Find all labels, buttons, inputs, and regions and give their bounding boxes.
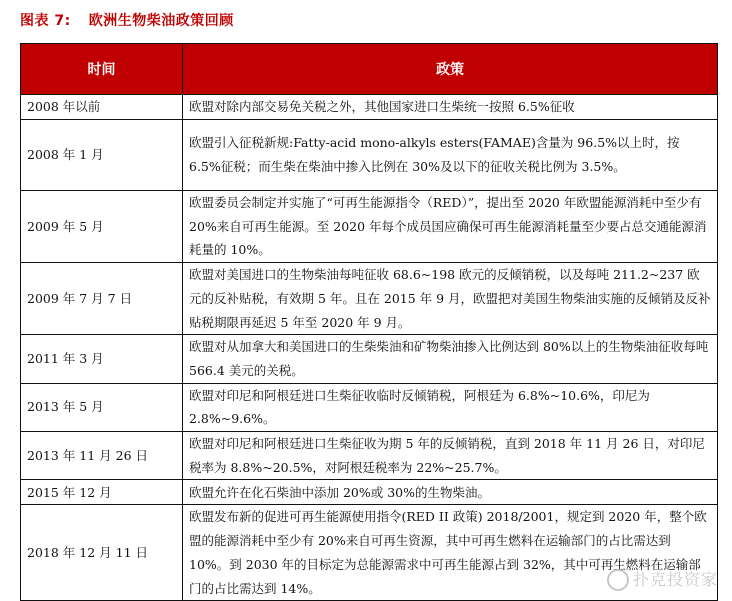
figure-number: 图表 7: — [20, 13, 71, 29]
date-cell: 2013 年 11 月 26 日 — [21, 432, 183, 480]
date-cell: 2015 年 12 月 — [21, 480, 183, 505]
date-cell: 2009 年 7 月 7 日 — [21, 263, 183, 335]
watermark-text: 扑克投资家 — [632, 569, 718, 589]
table-row — [21, 95, 718, 120]
table-row — [21, 432, 718, 480]
policy-cell: 欧盟对除内部交易免关税之外，其他国家进口生柴统一按照 6.5%征收 — [183, 95, 718, 120]
header-policy: 政策 — [183, 44, 718, 95]
header-time: 时间 — [21, 44, 183, 95]
policy-cell: 欧盟对从加拿大和美国进口的生柴柴油和矿物柴油掺入比例达到 80%以上的生物柴油征收每吨 566.4 美元的关税。 — [183, 335, 718, 383]
weibo-icon — [607, 569, 629, 591]
policy-table — [20, 43, 718, 601]
policy-cell: 欧盟允许在化石柴油中添加 20%或 30%的生物柴油。 — [183, 480, 718, 505]
table-row — [21, 480, 718, 505]
figure-title — [20, 10, 234, 30]
figure-caption: 欧洲生物柴油政策回顾 — [88, 13, 234, 29]
policy-cell: 欧盟对印尼和阿根廷进口生柴征收临时反倾销税，阿根廷为 6.8%~10.6%，印尼为 2.8%~9.6%。 — [183, 383, 718, 431]
date-cell: 2009 年 5 月 — [21, 191, 183, 263]
table-row — [21, 335, 718, 383]
date-cell: 2011 年 3 月 — [21, 335, 183, 383]
date-cell: 2008 年以前 — [21, 95, 183, 120]
watermark — [607, 567, 718, 592]
date-cell: 2018 年 12 月 11 日 — [21, 505, 183, 601]
table-row — [21, 120, 718, 191]
table-row — [21, 191, 718, 263]
policy-cell: 欧盟发布新的促进可再生能源使用指令(RED II 政策) 2018/2001，规定到 2020 年，整个欧盟的能源消耗中至少有 20%来自可再生资源，其中可再生燃料在运输部门的占比需达到 10%。到 2030 年的目标定为总能源需求中可再生能源占到 32%，其中可再生燃料在运输部门的占比需达到 14%。 — [183, 505, 718, 601]
policy-cell: 欧盟委员会制定并实施了“可再生能源指令（RED）”，提出至 2020 年欧盟能源消耗中至少有 20%来自可再生能源。至 2020 年每个成员国应确保可再生能源消耗量至少要占总交通能源消耗量的 10%。 — [183, 191, 718, 263]
policy-cell: 欧盟对印尼和阿根廷进口生柴征收为期 5 年的反倾销税，直到 2018 年 11 月 26 日，对印尼税率为 8.8%~20.5%，对阿根廷税率为 22%~25.7%。 — [183, 432, 718, 480]
table-row — [21, 263, 718, 335]
date-cell: 2013 年 5 月 — [21, 383, 183, 431]
table-header-row — [21, 44, 718, 95]
policy-cell: 欧盟引入征税新规:Fatty-acid mono-alkyls esters(FAMAE)含量为 96.5%以上时，按 6.5%征税；而生柴在柴油中掺入比例在 30%及以下的征收关税比例为 3.5%。 — [183, 120, 718, 191]
table-row — [21, 383, 718, 431]
policy-cell: 欧盟对美国进口的生物柴油每吨征收 68.6~198 欧元的反倾销税，以及每吨 211.2~237 欧元的反补贴税，有效期 5 年。且在 2015 年 9 月，欧盟把对美国生物柴油实施的反倾销及反补贴税期限再延迟 5 年至 2020 年 9 月。 — [183, 263, 718, 335]
date-cell: 2008 年 1 月 — [21, 120, 183, 191]
